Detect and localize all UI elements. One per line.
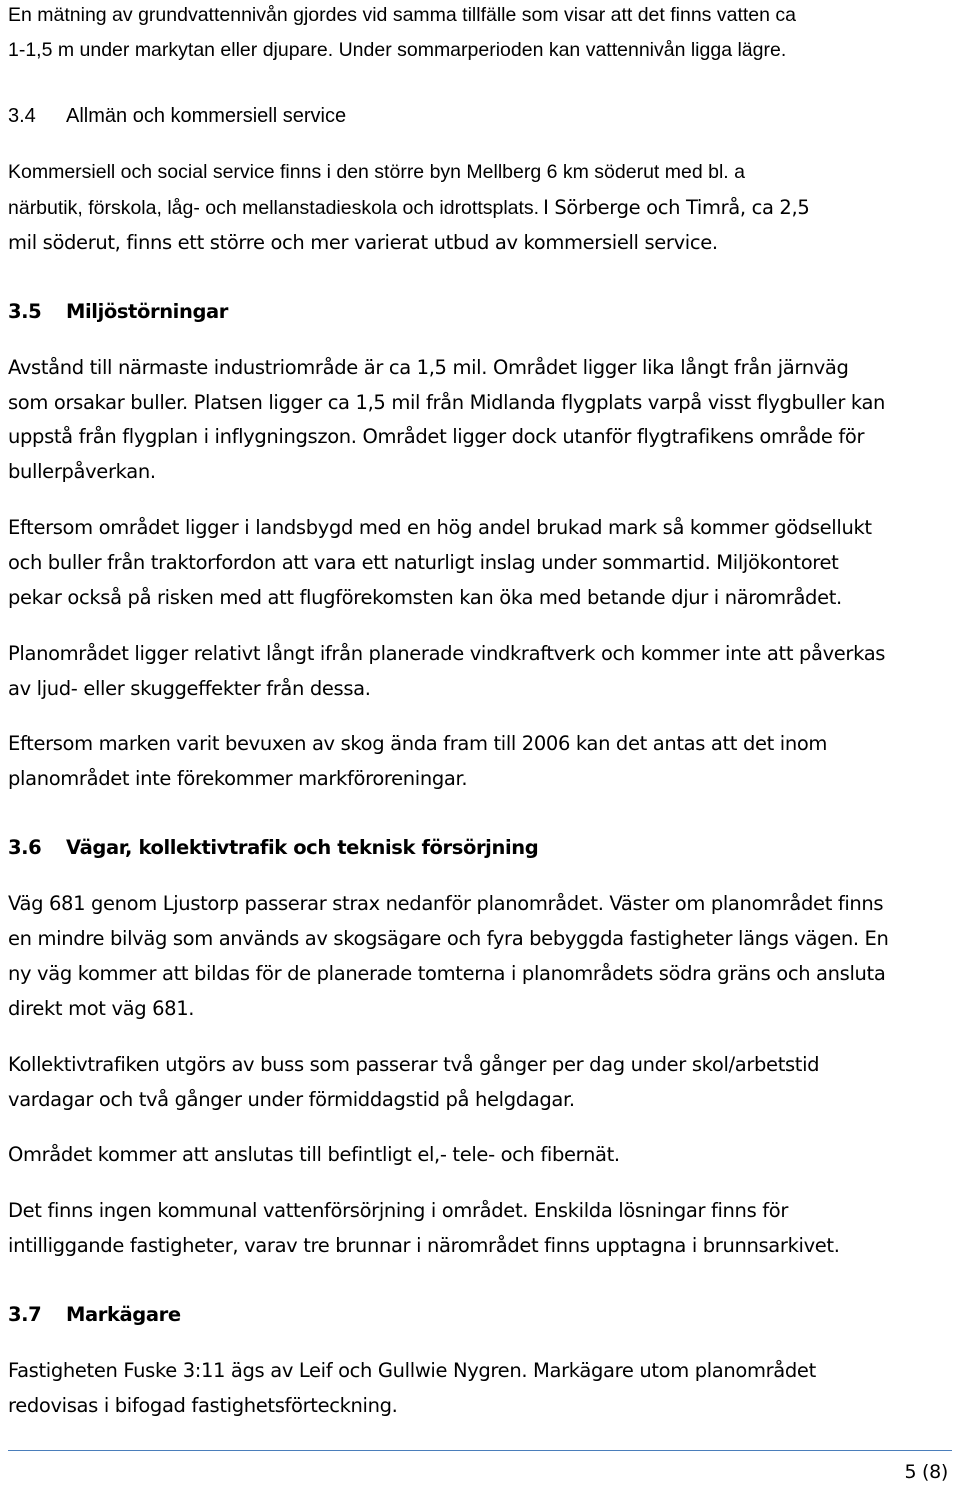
section-number: 3.6	[8, 836, 42, 859]
paragraph-line: pekar också på risken med att flugförekomsten kan öka med betande djur i närområdet.	[8, 586, 842, 609]
paragraph-line: mil söderut, finns ett större och mer varierat utbud av kommersiell service.	[8, 231, 718, 254]
section-title: Miljöstörningar	[66, 300, 228, 323]
paragraph-line: Eftersom området ligger i landsbygd med en hög andel brukad mark så kommer gödsellukt	[8, 516, 872, 539]
paragraph-line: Eftersom marken varit bevuxen av skog ända fram till 2006 kan det antas att det inom	[8, 732, 828, 755]
paragraph-line: ny väg kommer att bildas för de planerade tomterna i planområdets södra gräns och ansluta	[8, 962, 886, 985]
section-number: 3.4	[8, 105, 36, 127]
paragraph-line: Området kommer att anslutas till befintligt el,- tele- och fibernät.	[8, 1143, 620, 1166]
paragraph-line: Fastigheten Fuske 3:11 ägs av Leif och Gullwie Nygren. Markägare utom planområdet	[8, 1359, 816, 1382]
paragraph-line: vardagar och två gånger under förmiddagstid på helgdagar.	[8, 1088, 575, 1111]
paragraph-line: 1-1,5 m under markytan eller djupare. Under sommarperioden kan vattennivån ligga lägre.	[8, 39, 787, 61]
paragraph-line: Det finns ingen kommunal vattenförsörjning i området. Enskilda lösningar finns för	[8, 1199, 788, 1222]
section-title: Vägar, kollektivtrafik och teknisk försörjning	[66, 836, 539, 859]
paragraph-line: En mätning av grundvattennivån gjordes vid samma tillfälle som visar att det finns vatten ca	[8, 4, 796, 26]
paragraph-line	[8, 196, 809, 222]
section-title: Allmän och kommersiell service	[66, 105, 347, 127]
paragraph-line: intilliggande fastigheter, varav tre brunnar i närområdet finns upptagna i brunnsarkivet.	[8, 1234, 840, 1257]
section-heading	[8, 1303, 181, 1327]
paragraph-line: Planområdet ligger relativt långt ifrån planerade vindkraftverk och kommer inte att påverkas	[8, 642, 886, 665]
section-title: Markägare	[66, 1303, 181, 1326]
section-heading	[8, 836, 538, 860]
page-number: 5 (8)	[904, 1461, 948, 1483]
section-heading	[8, 300, 228, 324]
paragraph-line: planområdet inte förekommer markföroreningar.	[8, 767, 468, 790]
paragraph-segment: I Sörberge och Timrå, ca 2,5	[543, 196, 810, 219]
paragraph-line: direkt mot väg 681.	[8, 997, 195, 1020]
paragraph-line: Kollektivtrafiken utgörs av buss som passerar två gånger per dag under skol/arbetstid	[8, 1053, 820, 1076]
paragraph-line: Kommersiell och social service finns i den större byn Mellberg 6 km söderut med bl. a	[8, 161, 745, 183]
paragraph-segment: närbutik, förskola, låg- och mellanstadieskola och idrottsplats.	[8, 197, 540, 219]
section-number: 3.5	[8, 300, 42, 323]
paragraph-line: som orsakar buller. Platsen ligger ca 1,5 mil från Midlanda flygplats varpå visst flygbuller kan	[8, 391, 886, 414]
section-number: 3.7	[8, 1303, 42, 1326]
paragraph-line: uppstå från flygplan i inflygningszon. Området ligger dock utanför flygtrafikens område för	[8, 425, 865, 448]
paragraph-line: bullerpåverkan.	[8, 460, 156, 483]
paragraph-line: av ljud- eller skuggeffekter från dessa.	[8, 677, 371, 700]
paragraph-line: redovisas i bifogad fastighetsförteckning.	[8, 1394, 398, 1417]
footer-divider	[8, 1450, 952, 1451]
paragraph-line: en mindre bilväg som används av skogsägare och fyra bebyggda fastigheter längs vägen. En	[8, 927, 889, 950]
paragraph-line: Avstånd till närmaste industriområde är ca 1,5 mil. Området ligger lika långt från järnväg	[8, 356, 849, 379]
section-heading	[8, 104, 346, 128]
paragraph-line: Väg 681 genom Ljustorp passerar strax nedanför planområdet. Väster om planområdet finns	[8, 892, 884, 915]
paragraph-line: och buller från traktorfordon att vara ett naturligt inslag under sommartid. Miljökontoret	[8, 551, 839, 574]
